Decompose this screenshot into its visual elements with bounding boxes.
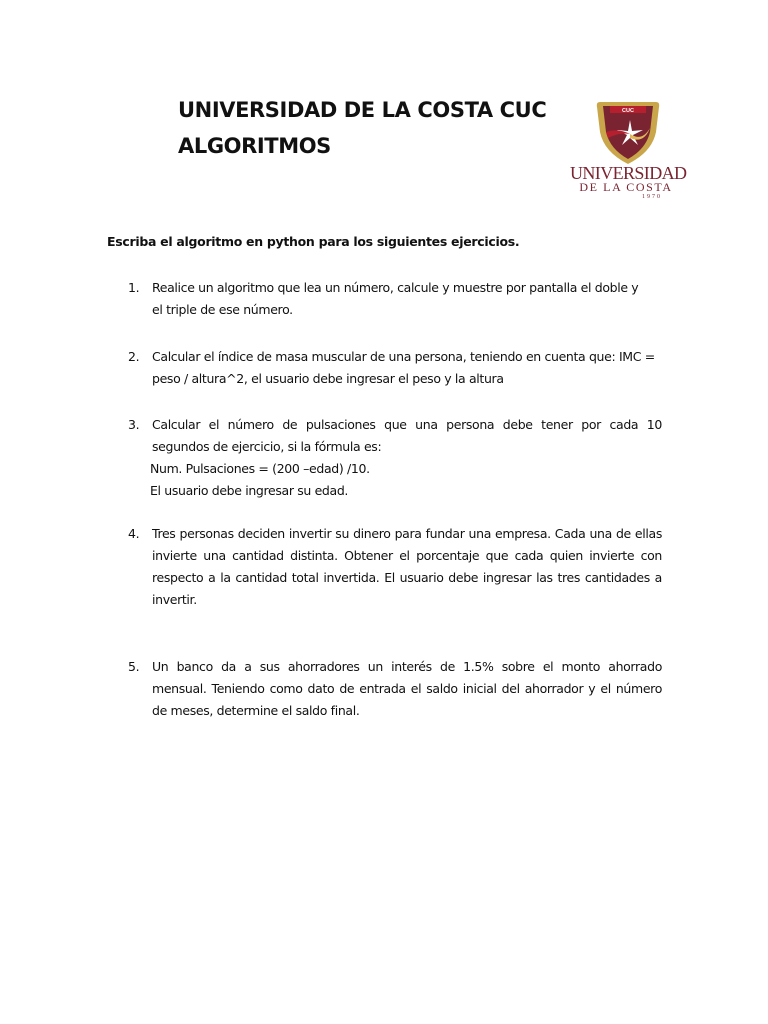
exercise-line: de meses, determine el saldo final. <box>152 703 360 718</box>
exercise-line: Un banco da a sus ahorradores un interés de 1.5% sobre el monto ahorrado <box>152 659 662 674</box>
exercise-item-2 <box>128 346 662 390</box>
logo-year-text: 1970 <box>642 194 662 200</box>
university-logo <box>570 98 686 206</box>
exercise-line: invertir. <box>152 592 197 607</box>
exercise-line: Tres personas deciden invertir su dinero para fundar una empresa. Cada una de ellas <box>152 526 662 541</box>
shield-icon <box>570 98 686 168</box>
exercise-line: segundos de ejercicio, si la fórmula es: <box>152 439 382 454</box>
exercise-item-1 <box>128 277 662 321</box>
exercise-line: Calcular el número de pulsaciones que una persona debe tener por cada 10 <box>152 417 662 432</box>
exercise-formula: Num. Pulsaciones = (200 –edad) /10. <box>150 461 370 476</box>
exercise-number: 1. <box>128 280 140 295</box>
exercise-item-3 <box>128 414 662 502</box>
exercise-item-4 <box>128 523 662 611</box>
title-block <box>178 97 546 169</box>
exercise-line: respecto a la cantidad total invertida. El usuario debe ingresar las tres cantidades a <box>152 570 662 585</box>
exercise-number: 2. <box>128 349 140 364</box>
exercise-line: Realice un algoritmo que lea un número, calcule y muestre por pantalla el doble y <box>152 280 639 295</box>
exercise-line: peso / altura^2, el usuario debe ingresar el peso y la altura <box>152 371 504 386</box>
shield-label: CUC <box>622 108 634 114</box>
exercise-number: 5. <box>128 659 140 674</box>
exercise-number: 3. <box>128 417 140 432</box>
logo-university-text: UNIVERSIDAD <box>570 163 687 183</box>
exercise-line: el triple de ese número. <box>152 302 293 317</box>
instruction-text: Escriba el algoritmo en python para los siguientes ejercicios. <box>107 234 520 249</box>
exercise-line: mensual. Teniendo como dato de entrada el saldo inicial del ahorrador y el número <box>152 681 662 696</box>
exercise-line: invierte una cantidad distinta. Obtener el porcentaje que cada quien invierte con <box>152 548 662 563</box>
exercise-line: El usuario debe ingresar su edad. <box>150 483 349 498</box>
university-title: UNIVERSIDAD DE LA COSTA CUC <box>178 98 547 122</box>
exercise-line: Calcular el índice de masa muscular de una persona, teniendo en cuenta que: IMC = <box>152 349 655 364</box>
course-title: ALGORITMOS <box>178 134 331 158</box>
exercise-item-5 <box>128 656 662 722</box>
logo-de-la-costa-text: DE LA COSTA <box>579 180 673 194</box>
exercise-number: 4. <box>128 526 140 541</box>
